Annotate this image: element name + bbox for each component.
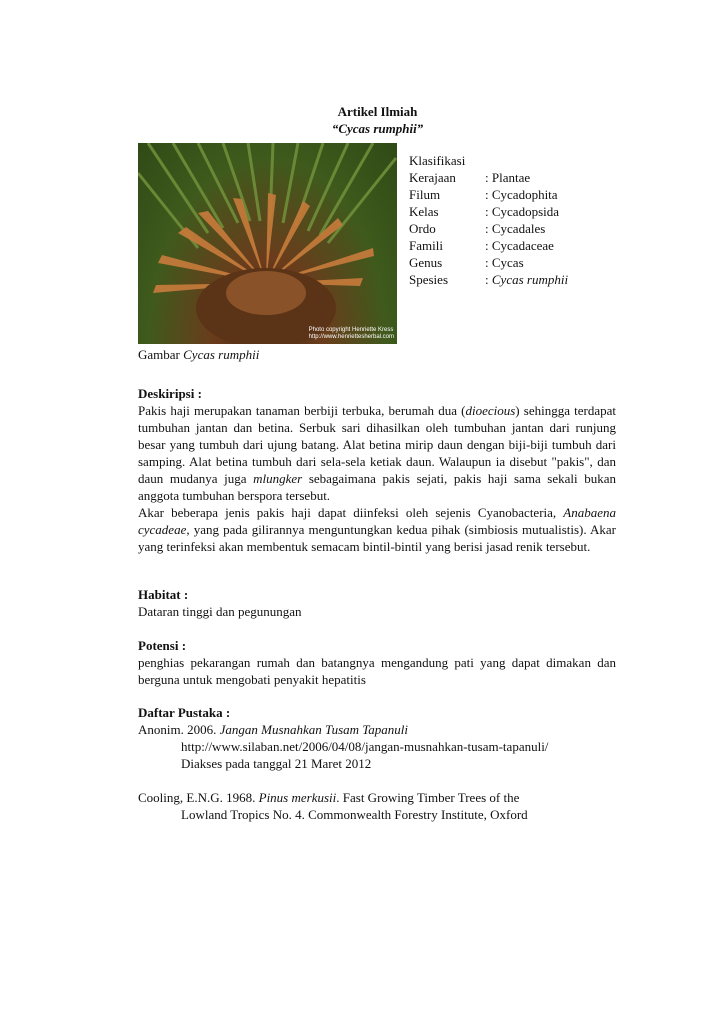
reference-2: Cooling, E.N.G. 1968. Pinus merkusii. Fast Growing Timber Trees of the bbox=[138, 790, 520, 805]
potensi-section bbox=[138, 637, 616, 688]
potensi-heading: Potensi : bbox=[138, 638, 187, 653]
article-title: Artikel Ilmiah bbox=[337, 104, 418, 119]
classification-row: Spesies : Cycas rumphii bbox=[409, 272, 569, 287]
description-heading: Deskiripsi : bbox=[138, 386, 202, 401]
classification-heading: Klasifikasi bbox=[409, 153, 466, 168]
classification-row: Famili : Cycadaceae bbox=[409, 238, 554, 253]
description-paragraph-2: Akar beberapa jenis pakis haji dapat diinfeksi oleh sejenis Cyanobacteria, Anabaena cycadeae, yang pada gilirannya menguntungkan kedua pihak (simbiosis mutualistis). Akar yang terinfeksi akan membentuk semacam bintil-bintil yang berisi jasad renik tersebut. bbox=[138, 505, 616, 554]
article-subtitle: “Cycas rumphii” bbox=[331, 121, 424, 136]
classification-row: Ordo : Cycadales bbox=[409, 221, 546, 236]
cycas-illustration bbox=[138, 143, 397, 344]
habitat-heading: Habitat : bbox=[138, 587, 189, 602]
cycas-photo bbox=[138, 143, 397, 344]
classification-row: Kerajaan : Plantae bbox=[409, 170, 531, 185]
classification-table bbox=[409, 152, 568, 288]
habitat-text: Dataran tinggi dan pegunungan bbox=[138, 604, 302, 619]
classification-row: Kelas : Cycadopsida bbox=[409, 204, 560, 219]
references-section bbox=[138, 704, 616, 823]
classification-row: Genus : Cycas bbox=[409, 255, 524, 270]
habitat-section bbox=[138, 586, 616, 620]
description-paragraph-1: Pakis haji merupakan tanaman berbiji terbuka, berumah dua (dioecious) sehingga terdapat tumbuhan jantan dan betina. Serbuk sari dihasilkan oleh tumbuhan jantan dari runjung besar yang tumbuh dari ujung batang. Alat betina mirip daun dengan biji-biji tumbuh dari samping. Alat betina tumbuh dari sela-sela ketiak daun. Walaupun ia disebut "pakis", dan daun mudanya juga mlungker sebagaimana pakis sejati, pakis haji sama sekali bukan anggota tumbuhan berspora tersebut. bbox=[138, 403, 616, 503]
reference-1-url: http://www.silaban.net/2006/04/08/jangan-musnahkan-tusam-tapanuli/ bbox=[181, 739, 549, 754]
photo-credit: Photo copyright Henriette Kress http://www.henriettesherbal.com bbox=[308, 327, 394, 340]
title-block bbox=[0, 103, 719, 137]
reference-1: Anonim. 2006. Jangan Musnahkan Tusam Tapanuli bbox=[138, 722, 409, 737]
references-heading: Daftar Pustaka : bbox=[138, 705, 231, 720]
photo-caption: Gambar Cycas rumphii bbox=[138, 347, 260, 362]
caption-species: Cycas rumphii bbox=[183, 347, 260, 362]
reference-1-access: Diakses pada tanggal 21 Maret 2012 bbox=[181, 756, 372, 771]
reference-2-continued: Lowland Tropics No. 4. Commonwealth Forestry Institute, Oxford bbox=[181, 807, 528, 822]
classification-row: Filum : Cycadophita bbox=[409, 187, 558, 202]
description-section bbox=[138, 385, 616, 555]
potensi-text: penghias pekarangan rumah dan batangnya mengandung pati yang dapat dimakan dan berguna untuk mengobati penyakit hepatitis bbox=[138, 655, 616, 687]
